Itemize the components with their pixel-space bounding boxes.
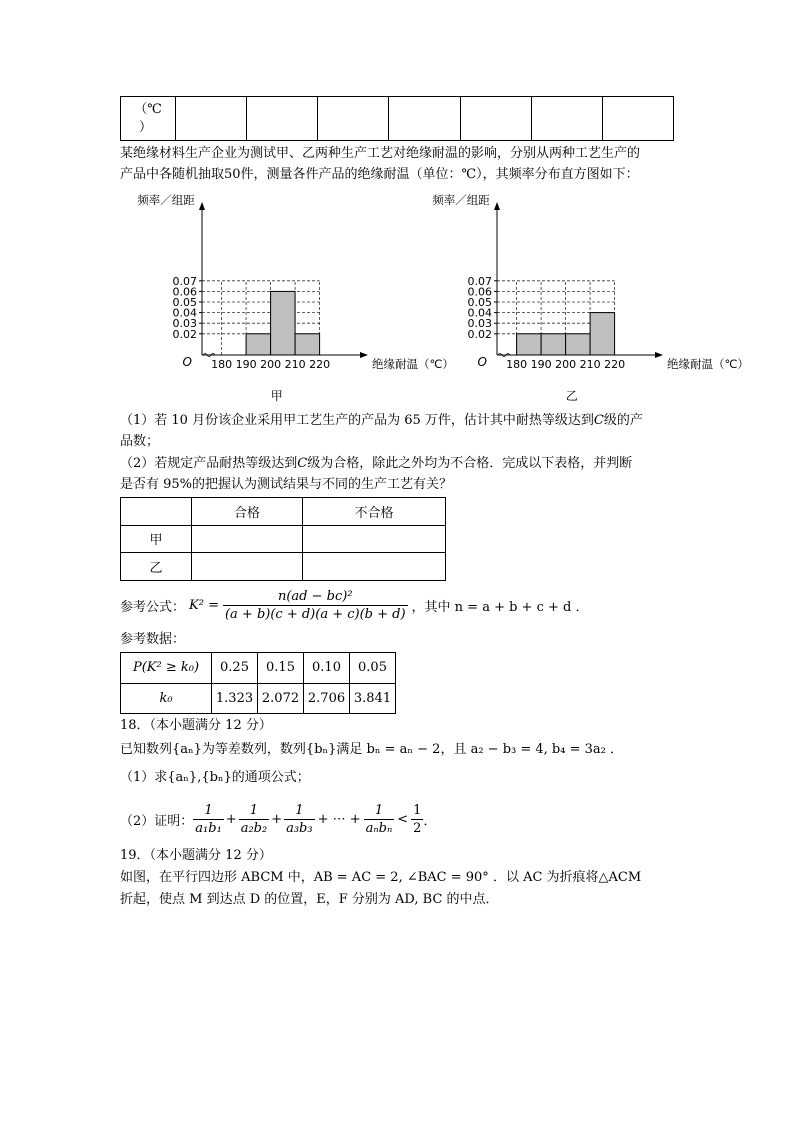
sum-term [364, 802, 395, 837]
table-header-fail: 不合格 [303, 498, 446, 526]
histogram-bar [295, 334, 320, 355]
chart-caption: 甲 [270, 389, 283, 403]
top-table [120, 96, 674, 141]
formula-numerator: n(ad − bc)² [223, 588, 408, 606]
table-row-label-yi: 乙 [121, 553, 192, 581]
y-axis-arrow [199, 202, 205, 210]
y-tick-label: 0.05 [467, 296, 492, 309]
plus-sign: + [271, 811, 283, 827]
y-axis-arrow [494, 202, 500, 210]
y-tick-label: 0.06 [172, 285, 197, 299]
ellipsis-plus: + ⋯ + [317, 811, 361, 827]
origin-label: O [477, 355, 487, 369]
histogram-bar [566, 334, 591, 355]
q18-part1: （1）求{aₙ},{bₙ}的通项公式； [120, 770, 310, 785]
ref-cell: 3.841 [350, 683, 396, 714]
unit-line2: ） [139, 119, 153, 135]
contingency-table [120, 497, 446, 581]
y-tick-label: 0.04 [467, 306, 492, 320]
x-tick-label: 190 [235, 358, 257, 371]
one-half [411, 802, 423, 837]
term-num: 1 [239, 802, 270, 820]
term-num: 1 [193, 802, 224, 820]
y-tick-label: 0.03 [172, 317, 197, 331]
q17-part1-text-b: 级的产 [603, 413, 643, 428]
grade-c: C [297, 456, 308, 471]
formula-label: 参考公式： [120, 599, 186, 615]
origin-label: O [182, 355, 192, 369]
sum-term [193, 802, 224, 837]
y-tick-label: 0.07 [467, 274, 492, 288]
q17-part2-text-a: （2）若规定产品耐热等级达到 [120, 456, 298, 471]
period: ． [423, 813, 437, 829]
y-tick-label: 0.06 [467, 285, 492, 299]
y-tick-label: 0.07 [172, 274, 197, 288]
top-table-cell [460, 97, 531, 141]
histogram-yi [405, 188, 749, 408]
ref-cell: 1.323 [212, 683, 258, 714]
x-tick-label: 220 [309, 358, 331, 371]
x-axis-arrow [360, 352, 368, 358]
q17-part1-line2: 品数； [120, 434, 160, 449]
intro-line1: 某绝缘材料生产企业为测试甲、乙两种生产工艺对绝缘耐温的影响，分别从两种工艺生产的 [120, 146, 641, 161]
intro-line2: 产品中各随机抽取50件，测量各件产品的绝缘耐温（单位：℃），其频率分布直方图如下： [120, 167, 639, 182]
histogram-jia [110, 188, 454, 408]
x-tick-label: 200 [260, 358, 282, 371]
q17-part2-line2: 是否有 95%的把握认为测试结果与不同的生产工艺有关？ [120, 477, 453, 492]
top-table-cell [602, 97, 673, 141]
x-tick-label: 190 [530, 358, 552, 371]
q19-header: 19．（本小题满分 12 分） [120, 848, 272, 863]
formula-tail: ，其中 n = a + b + c + d ． [411, 599, 589, 615]
ref-row1-head: P(K² ≥ k₀) [121, 653, 212, 684]
y-tick-label: 0.02 [172, 327, 197, 341]
q18-header: 18．（本小题满分 12 分） [120, 718, 272, 733]
formula-lhs: K² = [189, 597, 219, 613]
q18-part2-label: （2）证明： [120, 813, 194, 829]
q17-part2-line1 [120, 454, 632, 474]
sum-term [239, 802, 270, 837]
y-tick-label: 0.02 [467, 327, 492, 341]
sum-term [284, 802, 315, 837]
histogram-bar [590, 313, 615, 355]
histogram-bar [517, 334, 542, 355]
ref-cell: 0.10 [304, 653, 350, 684]
half-num: 1 [413, 802, 422, 818]
x-tick-label: 210 [579, 358, 601, 371]
table-cell [303, 525, 446, 553]
table-row-label-jia: 甲 [121, 525, 192, 553]
term-num: 1 [284, 802, 315, 820]
table-header-pass: 合格 [192, 498, 303, 526]
y-axis-label: 频率／组距 [432, 193, 490, 207]
histogram-bar [541, 334, 566, 355]
x-tick-label: 220 [604, 358, 626, 371]
ref-cell: 0.05 [350, 653, 396, 684]
term-num: 1 [364, 802, 395, 820]
table-cell [192, 553, 303, 581]
q18-stem: 已知数列{aₙ}为等差数列，数列{bₙ}满足 bₙ = aₙ − 2，且 a₂ − b₃ = 4, b₄ = 3a₂ ． [120, 742, 623, 757]
ref-cell: 0.25 [212, 653, 258, 684]
term-den: a₃b₃ [286, 820, 313, 836]
formula-fraction [223, 588, 408, 623]
table-header-empty [121, 498, 192, 526]
chart-caption: 乙 [565, 389, 578, 403]
q17-part1-line1 [120, 411, 643, 431]
grade-c: C [593, 413, 604, 428]
x-axis-label: 绝缘耐温（℃） [667, 357, 749, 371]
y-axis-label: 频率／组距 [137, 193, 195, 207]
reference-data-table [120, 652, 396, 714]
table-cell [192, 525, 303, 553]
top-table-first-cell [121, 97, 176, 141]
x-axis-label: 绝缘耐温（℃） [372, 357, 454, 371]
plus-sign: + [225, 811, 237, 827]
top-table-cell [247, 97, 318, 141]
half-den: 2 [413, 820, 422, 836]
term-den: a₂b₂ [240, 820, 268, 836]
q19-line2: 折起，使点 M 到达点 D 的位置，E，F 分别为 AD, BC 的中点． [120, 892, 499, 907]
q19-line1: 如图，在平行四边形 ABCM 中，AB = AC = 2, ∠BAC = 90° ．以 AC 为折痕将△ACM [120, 870, 642, 885]
table-cell [303, 553, 446, 581]
term-den: a₁b₁ [195, 820, 222, 836]
ref-cell: 0.15 [258, 653, 304, 684]
x-tick-label: 210 [284, 358, 306, 371]
reference-formula [120, 584, 588, 626]
q18-part2 [120, 798, 436, 840]
top-table-cell [389, 97, 460, 141]
histogram-bar [246, 334, 271, 355]
unit-line1: （℃ [134, 101, 162, 117]
histogram-bar [271, 291, 296, 355]
top-table-cell [176, 97, 247, 141]
term-den: aₙbₙ [365, 820, 393, 836]
top-table-cell [318, 97, 389, 141]
ref-cell: 2.706 [304, 683, 350, 714]
q17-part2-text-b: 级为合格，除此之外均为不合格．完成以下表格，并判断 [307, 456, 633, 471]
x-tick-label: 180 [211, 358, 233, 371]
q17-part1-text-a: （1）若 10 月份该企业采用甲工艺生产的产品为 65 万件，估计其中耐热等级达到 [120, 413, 594, 428]
x-tick-label: 200 [555, 358, 577, 371]
y-tick-label: 0.04 [172, 306, 197, 320]
ref-row2-head: k₀ [121, 683, 212, 714]
top-table-cell [531, 97, 602, 141]
y-tick-label: 0.05 [172, 296, 197, 309]
formula-denominator: (a + b)(c + d)(a + c)(b + d) [224, 606, 406, 622]
ref-cell: 2.072 [258, 683, 304, 714]
x-axis-arrow [655, 352, 663, 358]
less-than: < [397, 811, 409, 827]
y-tick-label: 0.03 [467, 317, 492, 331]
x-tick-label: 180 [506, 358, 528, 371]
reference-data-label: 参考数据： [120, 632, 186, 647]
